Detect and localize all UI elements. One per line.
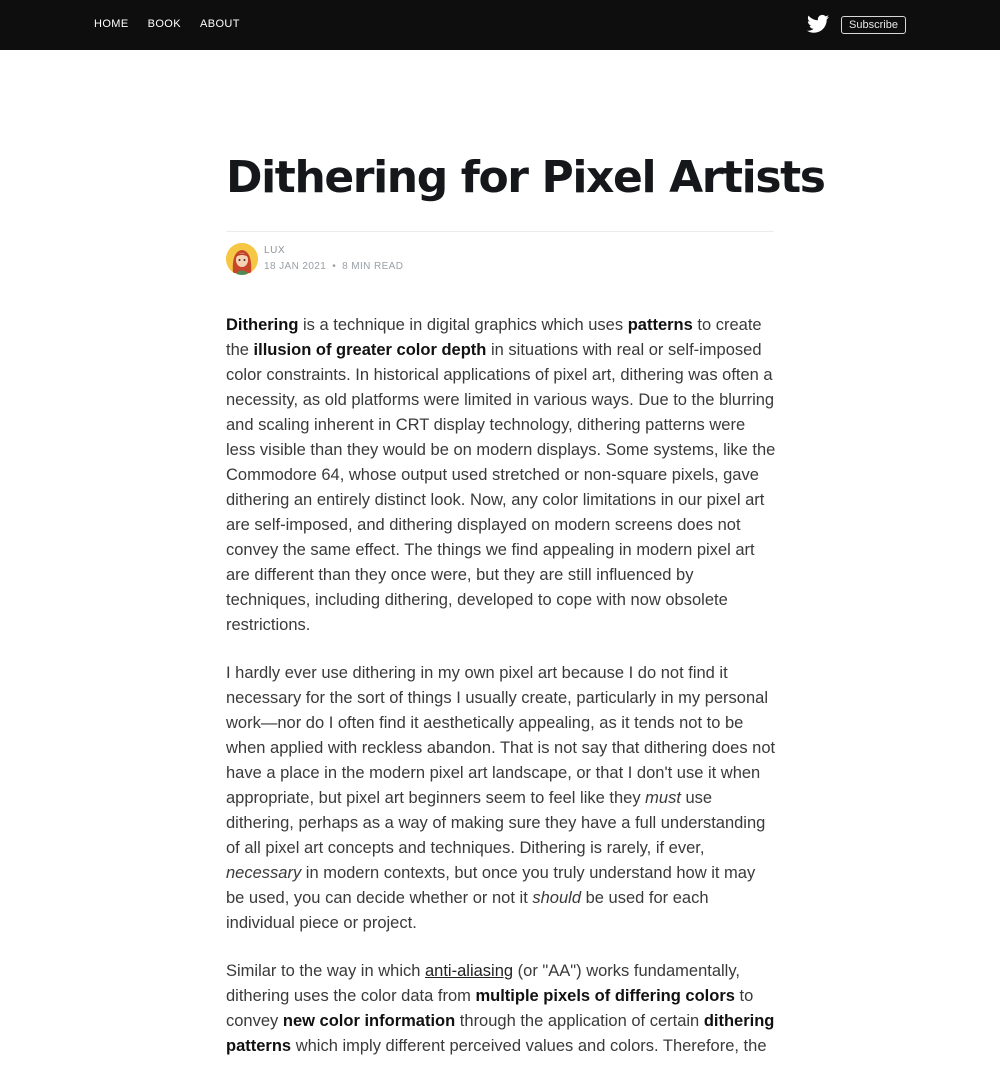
meta-separator: •	[332, 261, 337, 272]
post-meta	[264, 261, 403, 273]
main-nav	[94, 17, 259, 31]
italic-text: must	[645, 789, 681, 807]
text-span: I hardly ever use dithering in my own pixel art because I do not find it necessary for the sort of things I usually create, particularly in my personal work—nor do I often find it aesthetically appealing, as it tends not to be when applied with reckless abandon. That is not say that dithering does not have a place in the modern pixel art landscape, or that I don't use it when appropriate, but pixel art beginners seem to feel like they	[226, 664, 776, 807]
text-span: in situations with real or self-imposed color constraints. In historical applications of pixel art, dithering was often a necessity, as old platforms were limited in various ways. Due to the blurring and scaling inherent in CRT display technology, dithering patterns were less visible than they would be on modern displays. Some systems, like the Commodore 64, whose output used stretched or non-square pixels, gave dithering an entirely distinct look. Now, any color limitations in our pixel art are self-imposed, and dithering displayed on modern screens does not convey the same effect. The things we find appealing in modern pixel art are different than they once were, but they are still influenced by techniques, including dithering, developed to cope with now obsolete restrictions.	[226, 341, 776, 634]
text-span: to create the	[226, 316, 762, 359]
top-navigation-bar	[0, 0, 1000, 50]
bold-text: dithering patterns	[226, 1012, 775, 1055]
text-span: in modern contexts, but once you truly understand how it may be used, you can decide whether or not it	[226, 864, 756, 907]
article-title: Dithering for Pixel Artists	[226, 152, 825, 203]
title-divider	[226, 231, 774, 232]
text-span: be used for each individual piece or project.	[226, 889, 709, 932]
bold-text: Dithering	[226, 316, 299, 334]
read-time: 8 MIN READ	[342, 261, 404, 272]
nav-about-link[interactable]: ABOUT	[200, 18, 240, 30]
post-date: 18 JAN 2021	[264, 261, 327, 272]
text-span: is a technique in digital graphics which uses	[298, 316, 628, 334]
text-span: use dithering, perhaps as a way of making sure they have a full understanding of all pixel art concepts and techniques. Dithering is rarely, if ever,	[226, 789, 766, 857]
twitter-icon[interactable]	[807, 14, 829, 34]
bold-text: new color information	[282, 1012, 456, 1030]
subscribe-button[interactable]: Subscribe	[841, 16, 906, 34]
author-name[interactable]: LUX	[264, 245, 286, 256]
bold-text: multiple pixels of differing colors	[475, 987, 735, 1005]
bold-text: illusion of greater color depth	[253, 341, 487, 359]
italic-text: should	[532, 889, 581, 907]
italic-text: necessary	[226, 864, 302, 882]
paragraph-1	[226, 313, 776, 638]
anti-aliasing-link[interactable]: anti-aliasing	[425, 962, 514, 980]
text-span: (or "AA") works fundamentally, dithering uses the color data from	[226, 962, 740, 1005]
text-span: which imply different perceived values and colors. Therefore, the	[291, 1037, 767, 1055]
text-span: Similar to the way in which	[226, 962, 425, 980]
bold-text: patterns	[627, 316, 693, 334]
text-span: through the application of certain	[455, 1012, 704, 1030]
paragraph-2	[226, 661, 776, 936]
author-avatar[interactable]	[226, 243, 258, 275]
text-span: to convey	[226, 987, 754, 1030]
nav-book-link[interactable]: BOOK	[147, 18, 181, 30]
article-body	[226, 313, 776, 1082]
nav-home-link[interactable]: HOME	[94, 18, 129, 30]
paragraph-3	[226, 959, 776, 1059]
